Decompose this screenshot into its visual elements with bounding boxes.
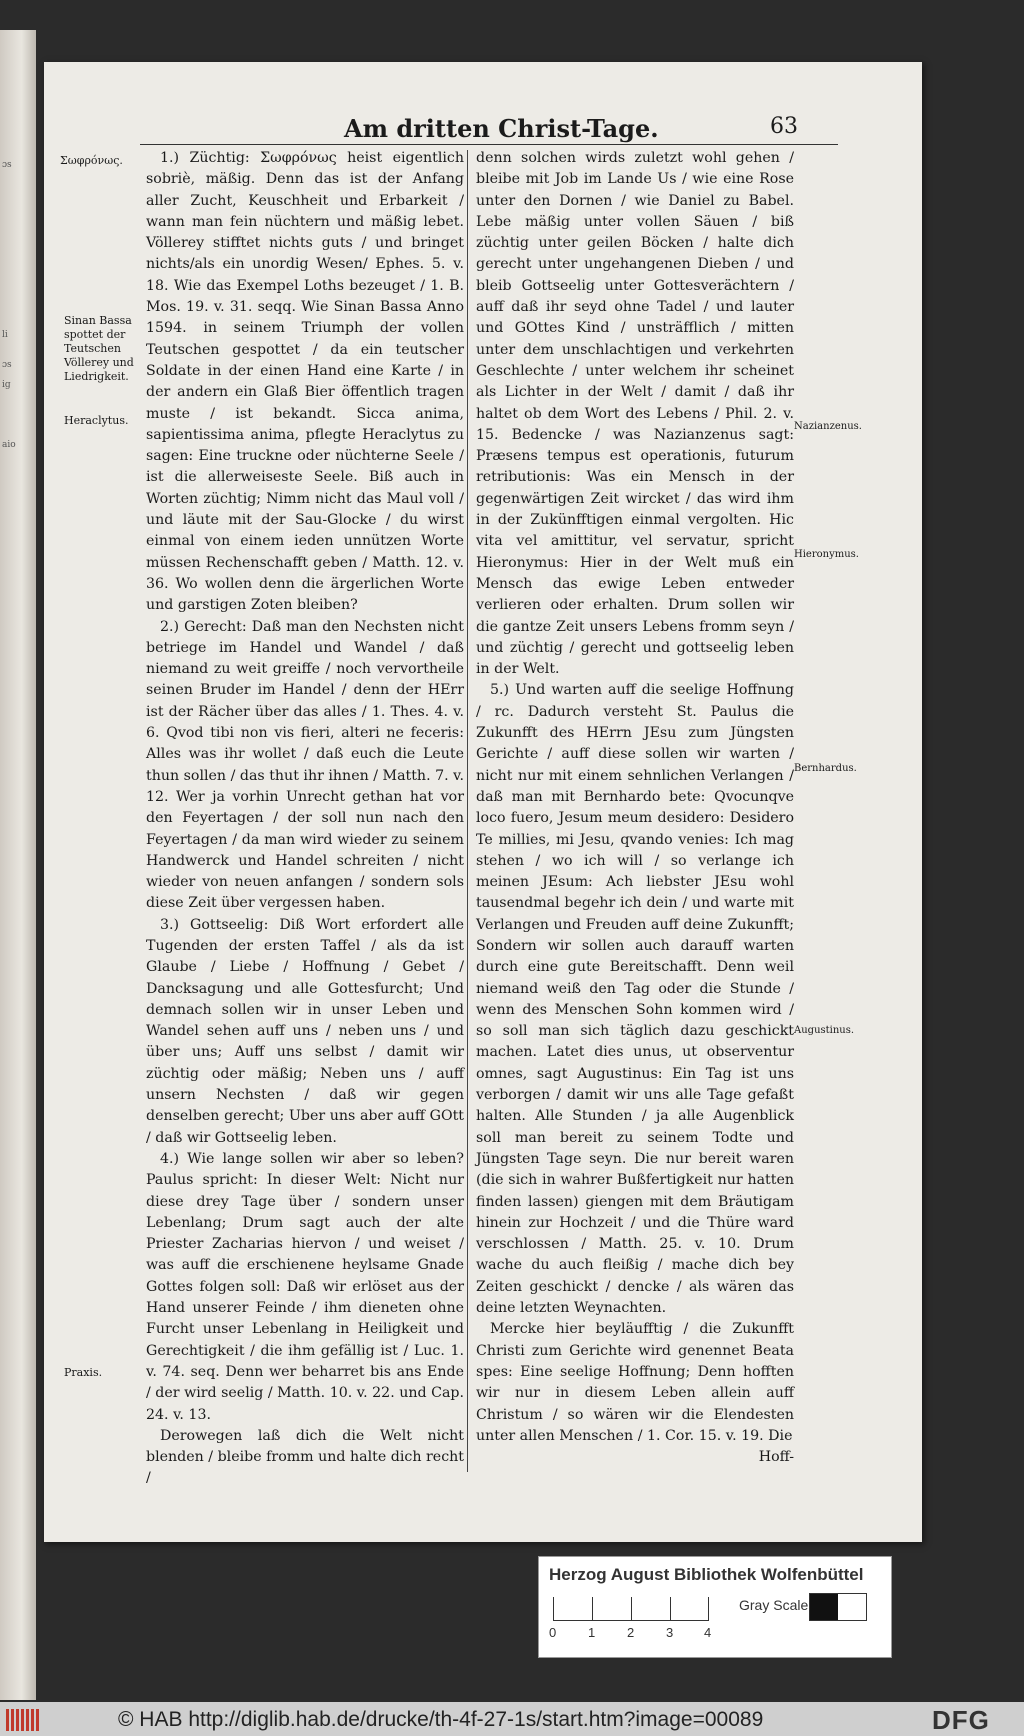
margin-note-heraclytus: Heraclytus. [64,414,129,427]
header-rule [140,144,838,145]
scale-label: 4 [704,1625,712,1640]
margin-note-hieronymus: Hieronymus. [794,549,859,560]
right-text-column [476,148,794,1468]
margin-note-nazianzenus: Nazianzenus. [794,421,862,432]
paragraph: 2.) Gerecht: Daß man den Nechsten nicht betriege im Handel und Wandel / daß niemand zu weit greiffe / noch vervortheile seinen Bruder im Handel / denn der HErr ist der Rächer über das alles / 1. Thes. 4. v. 6. Qvod tibi non vis fieri, alteri ne feceris: Alles was ihr wollet / daß euch die Leute thun sollen / das thut ihr ihnen / Matth. 7. v. 12. Wer ja vorhin Unrecht gethan hat vor den Feyertagen / der soll nun nach den Feyertagen / da man wird wieder zu seinem Handwerck und Handel schreiten / nicht wieder von neuen anfangen / sondern sols diese Zeit über vergessen haben. [146,618,464,912]
page-number: 63 [770,114,798,139]
scale-label: 2 [627,1625,635,1640]
hab-logo-icon [6,1709,40,1731]
paragraph: denn solchen wirds zuletzt wohl gehen / bleibe mit Job im Lande Us / wie eine Rose unter den Dornen / wie Daniel zu Babel. Lebe mäßig unter vollen Säuen / biß züchtig unter geilen Böcken / halte dich gerecht unter ungehangenen Dieben / und bleib Gottseelig unter Gottesverächtern / auff daß ihr seyd ohne Tadel / und lauter und GOttes Kind / unsträfflich / mitten unter dem unschlachtigen und verkehrten Geschlechte / unter welchem ihr scheinet als Lichter in der Welt / damit / daß ihr haltet ob dem Wort des Lebens / Phil. 2. v. 15. Bedencke / was Nazianzenus sagt: Præsens tempus est operationis, futurum retributionis: Was ein Mensch in der gegenwärtigen Zeit wircket / das wird ihm in der Zukünfftigen einmal vergolten. Hic vita vel amittitur, vel servatur, spricht Hieronymus: Hier in der Welt muß ein Mensch das ewige Leben entweder verlieren oder erhalten. Drum sollen wir die gantze Zeit unsers Lebens fromm seyn / und züchtig / gerecht und gottseelig leben in der Welt. [476,150,794,678]
margin-note-praxis: Praxis. [64,1366,103,1379]
book-page [44,62,922,1542]
gray-scale-label: Gray Scale [739,1597,809,1613]
scale-label: 0 [549,1625,557,1640]
margin-note-sophronos: Σωφρόνως. [60,154,123,167]
gray-scale-swatch [809,1593,867,1621]
left-text-column [146,148,464,1490]
margin-note-augustinus: Augustinus. [794,1025,855,1036]
library-name: Herzog August Bibliothek Wolfenbüttel [549,1565,864,1584]
margin-note-sinan-bassa: Sinan Bassa spottet der Teutschen Völlerey und Liedrigkeit. [64,314,134,383]
catchword: Hoff- [758,1449,794,1466]
library-color-card [538,1556,892,1658]
margin-note-bernhardus: Bernhardus. [794,763,857,774]
source-url[interactable]: © HAB http://diglib.hab.de/drucke/th-4f-27-1s/start.htm?image=00089 [118,1708,764,1731]
paragraph: 1.) Züchtig: Σωφρόνως heist eigentlich sobriè, mäßig. Denn das ist der Anfang aller Zucht, Keuschheit und Erbarkeit / wann man fein nüchtern und mäßig lebet. Völlerey stifftet nichts guts / und bringet nichts/als ein unordig Wesen/ Ephes. 5. v. 18. Wie das Exempel Loths bezeuget / 1. B. Mos. 19. v. 31. seqq. Wie Sinan Bassa Anno 1594. in seinem Triumph der vollen Teutschen gespottet / da ein teutscher Soldate in der einen Hand eine Karte / in der andern ein Glaß Bier öffentlich tragen muste / ist bekandt. Sicca anima, sapientissima anima, pflegte Heraclytus zu sagen: Eine truckne oder nüchterne Seele / ist die allerweiseste Seele. Biß auch in Worten züchtig; Nimm nicht das Maul voll / und läute mit der Sau-Glocke / du wirst einmal von einem ieden unnützen Worte müssen Rechenschafft geben / Matth. 12. v. 36. Wo wollen denn die ärgerlichen Worte und garstigen Zoten bleiben? [146,150,464,614]
running-header: Am dritten Christ-Tage. [344,114,659,143]
paragraph: Derowegen laß dich die Welt nicht blenden / bleibe fromm und halte dich recht / [146,1427,464,1487]
scale-label: 1 [588,1625,596,1640]
column-divider [467,150,468,1472]
paragraph: 5.) Und warten auff die seelige Hoffnung / rc. Dadurch versteht St. Paulus die Zukunfft des HErrn JEsu zum Jüngsten Gerichte / auff diese sollen wir warten / nicht nur mit einem sehnlichen Verlangen / daß man mit Bernhardo bete: Qvocunqve loco fuero, Jesum meum desidero: Desidero Te millies, mi Jesu, qvando venies: Ich mag stehen / wo ich will / so verlange ich meinen JEsum: Ach liebster JEsu wohl tausendmal begehr ich dein / und warte mit Verlangen und Freuden auff deine Zukunfft; Sondern wir sollen auch darauff warten durch eine gute Bereitschafft. Denn weil niemand weiß den Tag oder die Stunde / wenn des Menschen Sohn kommen wird / so soll man sich täglich dazu geschickt machen. Latet dies unus, ut observentur omnes, sagt Augustinus: Ein Tag ist uns verborgen / damit wir uns alle Tage gefaßt halten. Alle Stunden / ja alle Augenblick soll man bereit zu seinem Todte und Jüngsten Tage seyn. Die nur bereit waren (die sich in wahrer Bußfertigkeit nur hatten finden lassen) giengen mit dem Bräutigam hinein zur Hochzeit / und die Thüre ward verschlossen / Matth. 25. v. 10. Drum wache du auch fleißig / mache dich bey Zeiten geschickt / dencke / als wären das deine letzten Weynachten. [476,682,794,1317]
paragraph: 3.) Gottseelig: Diß Wort erfordert alle Tugenden der ersten Taffel / als da ist Glaube / Liebe / Hoffnung / Gebet / Dancksagung und alle Gottesfurcht; Und demnach sollen wir in unser Leben und Wandel sehen auff uns / neben uns / und über uns; Auff uns selbst / damit wir züchtig oder mäßig; Neben uns / auff unsern Nechsten / daß wir gegen denselben gerecht; Uber uns aber auff GOtt / daß wir Gottseelig leben. [146,916,464,1146]
scale-label: 3 [666,1625,674,1640]
scale-ruler [553,1597,709,1621]
footer-bar [0,1702,1024,1736]
paragraph: Mercke hier beyläufftig / die Zukunfft Christi zum Gerichte wird genennet Beata spes: Eine seelige Hoffnung; Denn hofften wir nur in diesem Leben allein auff Christum / so wären wir die Elendesten unter allen Menschen / 1. Cor. 15. v. 19. Die [476,1321,794,1444]
adjacent-page-edge: ɔs li ɔs ig aio [0,30,36,1700]
dfg-logo: DFG [932,1705,990,1735]
paragraph: 4.) Wie lange sollen wir aber so leben? Paulus spricht: In dieser Welt: Nicht nur diese drey Tage über / sondern unser Lebenlang; Drum sagt auch der alte Priester Zacharias hiervon / und weiset / was auff die erschienene heylsame Gnade Gottes folgen soll: Daß wir erlöset aus der Hand unserer Feinde / ihm dieneten ohne Furcht unser Lebenlang in Heiligkeit und Gerechtigkeit / die ihm gefällig ist / Luc. 1. v. 74. seq. Denn wer beharret bis ans Ende / der wird seelig / Matth. 10. v. 22. und Cap. 24. v. 13. [146,1150,464,1423]
